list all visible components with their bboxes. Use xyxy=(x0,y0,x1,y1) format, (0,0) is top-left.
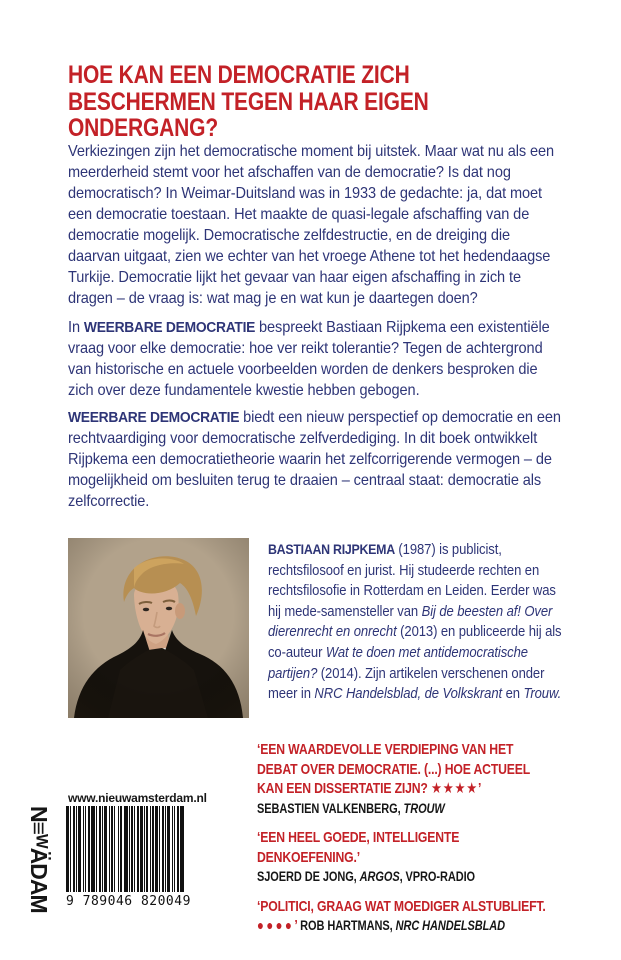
author-photo xyxy=(68,538,249,718)
review-quote-trouw: ‘EEN WAARDEVOLLE VERDIEPING VAN HET DEBAT OVER DEMOCRATIE. (...) HOE ACTUEEL KAN EEN DISSERTATIE ZIJN? ★★★★’ SEBASTIEN VALKENBERG, TROUW xyxy=(257,741,530,816)
review-quote-vpro-radio: ‘EEN HEEL GOEDE, INTELLIGENTE DENKOEFENING.’ SJOERD DE JONG, ARGOS, VPRO-RADIO xyxy=(257,829,476,884)
publisher-logo: N≡ᵂÄDAM xyxy=(26,806,52,913)
author-bio: BASTIAAN RIJPKEMA (1987) is publicist, rechtsfilosoof en jurist. Hij studeerde rechten en rechtsfilosofie in Rotterdam en Leiden. Eerder was hij mede-samensteller van Bij de beesten af! Over dierenrecht en onrecht (2013) en publiceerde hij als co-auteur Wat te doen met antidemocratische partijen? (2014). Zijn artikelen verschenen onder meer in NRC Handelsblad, de Volkskrant en Trouw. xyxy=(268,542,562,703)
barcode xyxy=(66,806,191,909)
blurb-paragraph-2: In WEERBARE DEMOCRATIE bespreekt Bastiaan Rijpkema een existentiële vraag voor elke democratie: hoe ver reikt tolerantie? Tegen de achtergrond van historische en actuele voorbeelden worden de denkers besproken die zich over deze fundamentele kwestie hebben gebogen. xyxy=(68,319,550,399)
reviews-section xyxy=(257,740,555,946)
review-quote-nrc-handelsblad: ‘POLITICI, GRAAG WAT MOEDIGER ALSTUBLIEFT. ●●●●’ ROB HARTMANS, NRC HANDELSBLAD xyxy=(257,897,546,934)
barcode-bars xyxy=(66,806,184,892)
blurb-paragraph-1: Verkiezingen zijn het democratische moment bij uitstek. Maar wat nu als een meerderheid stemt voor het afschaffen van de democratie? Is dat nog democratisch? In Weimar-Duitsland was in 1933 de gedachte: ja, dat moet een democratie toestaan. Het maakte de quasi-legale afschaffing van de democratie mogelijk. Democratische zelfdestructie, en de dreiging die daarvan uitgaat, zien we echter van het vroege Athene tot het hedendaagse Turkije. Democratie lijkt het gevaar van haar eigen afschaffing in zich te dragen – de vraag is: wat mag je en wat kun je daartegen doen? xyxy=(68,143,555,307)
cover-headline: HOE KAN EEN DEMOCRATIE ZICH BESCHERMEN TEGEN HAAR EIGEN ONDERGANG? xyxy=(68,61,429,142)
author-portrait-illustration xyxy=(68,538,249,718)
isbn-number: 9 789046 820049 xyxy=(66,894,191,909)
blurb-paragraph-3: WEERBARE DEMOCRATIE biedt een nieuw perspectief op democratie en een rechtvaardiging voor democratische zelfverdediging. In dit boek ontwikkelt Rijpkema een democratietheorie waarin het zelfcorrigerende vermogen – de mogelijkheid om besluiten terug te draaien – centraal staat: democratie als zelfcorrectie. xyxy=(68,409,561,510)
publisher-website: www.nieuwamsterdam.nl xyxy=(68,791,207,805)
